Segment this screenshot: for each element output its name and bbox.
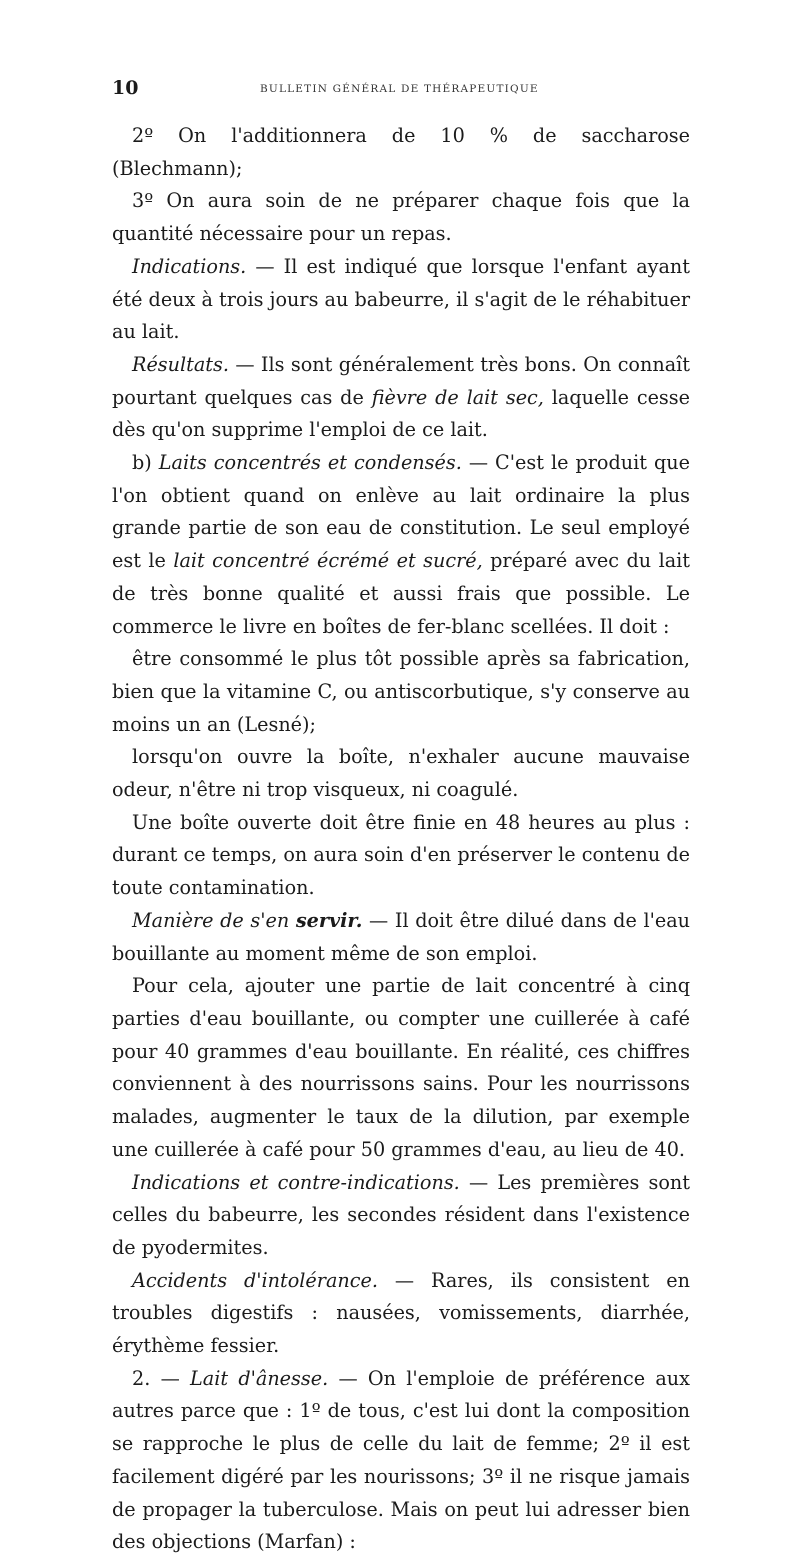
- paragraph-text: être consommé le plus tôt possible après sa fabrication, bien que la vitamine C, ou antiscorbutique, s'y conserve au moins un an (Lesné);: [112, 647, 690, 736]
- body-text: [112, 120, 690, 1559]
- section-label: Indications.: [132, 254, 247, 278]
- section-label: Indications et contre-indications.: [132, 1170, 460, 1194]
- paragraph: [112, 1265, 690, 1363]
- list-marker: 2. —: [132, 1366, 191, 1390]
- paragraph: [112, 120, 690, 185]
- section-label-emphasis: servir.: [295, 908, 363, 932]
- section-label: Lait d'ânesse.: [190, 1366, 329, 1390]
- paragraph-text: — Il est indiqué que lorsque l'enfant ayant été deux à trois jours au babeurre, il s'agit de le réhabituer au lait.: [112, 254, 690, 344]
- paragraph-text: 3º On aura soin de ne préparer chaque fois que la quantité nécessaire pour un repas.: [112, 189, 690, 246]
- paragraph: [112, 741, 690, 806]
- list-marker: b): [132, 451, 159, 475]
- paragraph: [112, 905, 690, 970]
- paragraph-text: — Rares, ils consistent en troubles digestifs : nausées, vomissements, diarrhée, érythème fessier.: [112, 1268, 690, 1358]
- paragraph-text: — Il doit être dilué dans de l'eau bouillante au moment même de son emploi.: [112, 908, 691, 965]
- paragraph-text: Pour cela, ajouter une partie de lait concentré à cinq parties d'eau bouillante, ou compter une cuillerée à café pour 40 grammes d'eau bouillante. En réalité, ces chiffres conviennent à des nourrissons sains. Pour les nourrissons malades, augmenter le taux de la dilution, par exemple une cuillerée à café pour 50 grammes d'eau, au lieu de 40.: [112, 974, 690, 1161]
- paragraph: [112, 807, 690, 905]
- paragraph: [112, 643, 690, 741]
- paragraph: [112, 970, 690, 1166]
- paragraph-text: lorsqu'on ouvre la boîte, n'exhaler aucune mauvaise odeur, n'être ni trop visqueux, ni coagulé.: [112, 745, 690, 802]
- paragraph: [112, 185, 690, 250]
- paragraph: [112, 1363, 690, 1559]
- paragraph-text: — C'est le produit que l'on obtient quand on enlève au lait ordinaire la plus grande partie de son eau de constitution. Le seul employé est le: [112, 451, 690, 573]
- emphasis: lait concentré écrémé et sucré,: [173, 549, 483, 573]
- paragraph: [112, 447, 690, 643]
- page-header: [112, 77, 692, 103]
- paragraph-text: 2º On l'additionnera de 10 % de saccharose (Blechmann);: [112, 124, 690, 180]
- paragraph-text: Une boîte ouverte doit être finie en 48 heures au plus : durant ce temps, on aura soin d'en préserver le contenu de toute contamination.: [112, 810, 690, 900]
- paragraph-text: — Ils sont généralement très bons. On connaît pourtant quelques cas de: [112, 352, 690, 409]
- page-number: 10: [112, 77, 139, 99]
- section-label: Manière de s'en: [132, 908, 296, 932]
- paragraph-text: préparé avec du lait de très bonne qualité et aussi frais que possible. Le commerce le livre en boîtes de fer-blanc scellées. Il doit :: [112, 549, 690, 638]
- section-label: Laits concentrés et condensés.: [158, 451, 462, 475]
- running-title: BULLETIN GÉNÉRAL DE THÉRAPEUTIQUE: [260, 83, 539, 95]
- paragraph: [112, 251, 690, 349]
- paragraph: [112, 349, 690, 447]
- paragraph-text: — On l'emploie de préférence aux autres parce que : 1º de tous, c'est lui dont la composition se rapproche le plus de celle du lait de femme; 2º il est facilement digéré par les nourissons; 3º il ne risque jamais de propager la tuberculose. Mais on peut lui adresser bien des objections (Marfan) :: [112, 1366, 690, 1554]
- section-label: Accidents d'intolérance.: [132, 1268, 378, 1292]
- section-label: Résultats.: [132, 352, 229, 376]
- paragraph: [112, 1167, 690, 1265]
- paragraph-text: — Les premières sont celles du babeurre, les secondes résident dans l'existence de pyodermites.: [112, 1170, 690, 1259]
- emphasis: fièvre de lait sec,: [371, 385, 544, 409]
- paragraph-text: laquelle cesse dès qu'on supprime l'emploi de ce lait.: [112, 385, 690, 442]
